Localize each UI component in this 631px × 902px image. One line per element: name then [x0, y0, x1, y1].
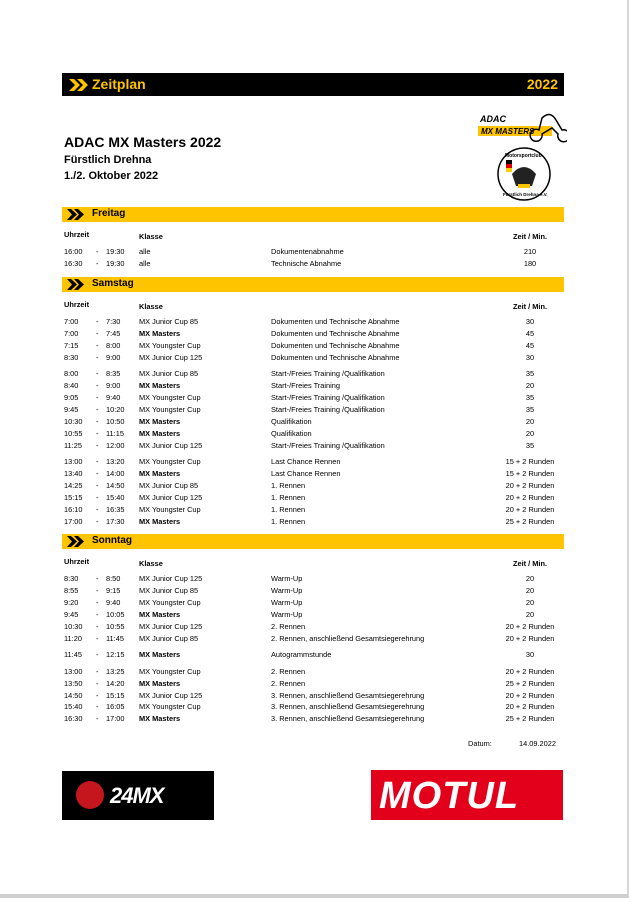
row-duration: 20	[525, 610, 535, 619]
double-chevron-icon	[67, 279, 85, 290]
row-activity: Dokumenten und Technische Abnahme	[271, 341, 400, 350]
row-activity: Dokumenten und Technische Abnahme	[271, 329, 400, 338]
row-duration: 210	[523, 247, 537, 256]
row-class: MX Masters	[139, 329, 181, 338]
row-dash: -	[96, 574, 99, 583]
row-class: MX Junior Cup 85	[139, 369, 199, 378]
row-activity: 1. Rennen	[271, 493, 306, 502]
row-end-time: 14:00	[106, 469, 125, 478]
row-duration: 35	[525, 441, 535, 450]
row-start-time: 8:30	[64, 353, 79, 362]
row-activity: Warm-Up	[271, 610, 303, 619]
row-start-time: 15:40	[64, 702, 83, 711]
row-end-time: 13:20	[106, 457, 125, 466]
day-label: Freitag	[92, 208, 126, 219]
row-end-time: 10:50	[106, 417, 125, 426]
row-dash: -	[96, 622, 99, 631]
row-dash: -	[96, 341, 99, 350]
event-title: ADAC MX Masters 2022	[64, 134, 222, 150]
row-dash: -	[96, 650, 99, 659]
row-duration: 20	[525, 574, 535, 583]
double-chevron-icon	[67, 209, 85, 220]
row-class: MX Junior Cup 125	[139, 353, 203, 362]
row-start-time: 8:40	[64, 381, 79, 390]
adac-mx-masters-logo	[472, 108, 567, 203]
row-duration: 35	[525, 405, 535, 414]
row-class: MX Youngster Cup	[139, 393, 201, 402]
row-dash: -	[96, 667, 99, 676]
row-class: MX Youngster Cup	[139, 702, 201, 711]
row-start-time: 11:25	[64, 441, 82, 450]
row-activity: 1. Rennen	[271, 481, 306, 490]
row-duration: 20 + 2 Runden	[505, 702, 555, 711]
row-end-time: 8:00	[106, 341, 121, 350]
row-end-time: 12:00	[106, 441, 125, 450]
row-end-time: 17:00	[106, 714, 125, 723]
row-activity: Start-/Freies Training /Qualifikation	[271, 405, 385, 414]
row-activity: Warm-Up	[271, 574, 303, 583]
row-duration: 180	[523, 259, 537, 268]
row-dash: -	[96, 369, 99, 378]
row-class: MX Masters	[139, 417, 181, 426]
row-class: alle	[139, 247, 151, 256]
row-start-time: 14:25	[64, 481, 83, 490]
row-activity: Dokumentenabnahme	[271, 247, 344, 256]
row-class: MX Junior Cup 85	[139, 586, 199, 595]
row-start-time: 11:20	[64, 634, 82, 643]
row-dash: -	[96, 598, 99, 607]
row-start-time: 9:05	[64, 393, 79, 402]
row-dash: -	[96, 586, 99, 595]
row-duration: 20	[525, 586, 535, 595]
row-dash: -	[96, 317, 99, 326]
row-activity: Start-/Freies Training /Qualifikation	[271, 369, 385, 378]
row-dash: -	[96, 405, 99, 414]
day-bar-sonntag	[62, 534, 564, 549]
column-header-duration: Zeit / Min.	[512, 302, 548, 311]
row-dash: -	[96, 702, 99, 711]
row-dash: -	[96, 517, 99, 526]
row-class: MX Junior Cup 125	[139, 691, 203, 700]
row-start-time: 9:20	[64, 598, 79, 607]
row-activity: Start-/Freies Training /Qualifikation	[271, 393, 385, 402]
row-start-time: 11:45	[64, 650, 82, 659]
row-duration: 25 + 2 Runden	[505, 517, 555, 526]
row-dash: -	[96, 610, 99, 619]
row-end-time: 7:45	[106, 329, 121, 338]
club-top-text: Motorsportclub	[505, 153, 542, 159]
row-end-time: 14:50	[106, 481, 125, 490]
row-activity: Warm-Up	[271, 586, 303, 595]
row-start-time: 15:15	[64, 493, 83, 502]
row-dash: -	[96, 259, 99, 268]
row-class: MX Masters	[139, 610, 181, 619]
row-duration: 20 + 2 Runden	[505, 634, 555, 643]
row-activity: Last Chance Rennen	[271, 457, 341, 466]
row-start-time: 8:00	[64, 369, 79, 378]
club-bottom-text: Fürstlich Drehna e.V.	[503, 192, 548, 197]
row-duration: 20	[525, 381, 535, 390]
row-activity: Start-/Freies Training	[271, 381, 341, 390]
row-dash: -	[96, 691, 99, 700]
row-start-time: 13:50	[64, 679, 83, 688]
sponsor-left-text: 24MX	[110, 783, 164, 808]
row-dash: -	[96, 247, 99, 256]
row-start-time: 8:55	[64, 586, 79, 595]
row-class: MX Junior Cup 125	[139, 574, 203, 583]
row-end-time: 14:20	[106, 679, 125, 688]
row-class: alle	[139, 259, 151, 268]
row-activity: 3. Rennen, anschließend Gesamtsiegerehrung	[271, 714, 425, 723]
row-start-time: 10:30	[64, 622, 83, 631]
event-date: 1./2. Oktober 2022	[64, 170, 159, 182]
row-activity: 3. Rennen, anschließend Gesamtsiegerehrung	[271, 691, 425, 700]
row-start-time: 16:10	[64, 505, 83, 514]
row-duration: 20	[525, 429, 535, 438]
row-start-time: 8:30	[64, 574, 79, 583]
row-activity: 1. Rennen	[271, 505, 306, 514]
row-duration: 20 + 2 Runden	[505, 667, 555, 676]
row-end-time: 19:30	[106, 259, 125, 268]
row-end-time: 10:05	[106, 610, 125, 619]
datum-label: Datum:	[468, 739, 492, 748]
row-end-time: 11:45	[106, 634, 124, 643]
row-activity: 2. Rennen	[271, 622, 306, 631]
row-dash: -	[96, 481, 99, 490]
row-duration: 20 + 2 Runden	[505, 622, 555, 631]
row-duration: 20	[525, 417, 535, 426]
row-class: MX Junior Cup 125	[139, 622, 203, 631]
row-end-time: 17:30	[106, 517, 125, 526]
row-duration: 20	[525, 598, 535, 607]
row-duration: 45	[525, 341, 535, 350]
row-end-time: 10:55	[106, 622, 125, 631]
row-start-time: 13:00	[64, 457, 83, 466]
column-header-duration: Zeit / Min.	[512, 559, 548, 568]
row-class: MX Masters	[139, 714, 181, 723]
day-label: Samstag	[92, 278, 134, 289]
row-dash: -	[96, 505, 99, 514]
row-duration: 20 + 2 Runden	[505, 493, 555, 502]
day-label: Sonntag	[92, 535, 132, 546]
row-class: MX Junior Cup 125	[139, 441, 203, 450]
logo-line1: ADAC	[480, 114, 506, 124]
row-dash: -	[96, 493, 99, 502]
row-activity: Technische Abnahme	[271, 259, 342, 268]
row-activity: Start-/Freies Training /Qualifikation	[271, 441, 385, 450]
row-activity: 2. Rennen	[271, 667, 306, 676]
row-start-time: 16:00	[64, 247, 83, 256]
sponsor-right-text: MOTUL	[379, 775, 520, 817]
row-class: MX Youngster Cup	[139, 457, 201, 466]
row-dash: -	[96, 634, 99, 643]
row-end-time: 9:15	[106, 586, 121, 595]
row-start-time: 16:30	[64, 714, 83, 723]
row-start-time: 7:00	[64, 329, 79, 338]
row-start-time: 7:15	[64, 341, 79, 350]
row-class: MX Youngster Cup	[139, 505, 201, 514]
column-header-time: Uhrzeit	[64, 230, 90, 239]
row-activity: Last Chance Rennen	[271, 469, 341, 478]
row-end-time: 9:40	[106, 393, 121, 402]
row-end-time: 9:00	[106, 381, 121, 390]
row-end-time: 8:35	[106, 369, 121, 378]
row-end-time: 12:15	[106, 650, 125, 659]
row-duration: 25 + 2 Runden	[505, 714, 555, 723]
row-activity: Qualifikation	[271, 417, 312, 426]
row-class: MX Masters	[139, 679, 181, 688]
row-class: MX Masters	[139, 469, 181, 478]
row-end-time: 15:15	[106, 691, 125, 700]
row-duration: 35	[525, 369, 535, 378]
row-start-time: 16:30	[64, 259, 83, 268]
row-end-time: 13:25	[106, 667, 125, 676]
row-class: MX Masters	[139, 429, 181, 438]
row-start-time: 13:00	[64, 667, 83, 676]
row-end-time: 19:30	[106, 247, 125, 256]
row-end-time: 7:30	[106, 317, 121, 326]
row-activity: 1. Rennen	[271, 517, 306, 526]
row-class: MX Youngster Cup	[139, 341, 201, 350]
column-header-class: Klasse	[139, 302, 163, 311]
double-chevron-icon	[69, 79, 89, 91]
row-dash: -	[96, 381, 99, 390]
row-duration: 20 + 2 Runden	[505, 691, 555, 700]
row-start-time: 9:45	[64, 405, 79, 414]
24mx-emblem-icon	[76, 781, 104, 809]
row-class: MX Masters	[139, 381, 181, 390]
column-header-class: Klasse	[139, 232, 163, 241]
sponsor-24mx-logo	[62, 771, 214, 820]
row-activity: Warm-Up	[271, 598, 303, 607]
row-class: MX Junior Cup 125	[139, 493, 203, 502]
row-activity: Autogrammstunde	[271, 650, 332, 659]
row-start-time: 9:45	[64, 610, 79, 619]
row-start-time: 13:40	[64, 469, 83, 478]
row-class: MX Junior Cup 85	[139, 481, 199, 490]
double-chevron-icon	[67, 536, 85, 547]
row-activity: Dokumenten und Technische Abnahme	[271, 317, 400, 326]
event-venue: Fürstlich Drehna	[64, 154, 152, 166]
row-dash: -	[96, 353, 99, 362]
row-class: MX Masters	[139, 650, 181, 659]
page-title: Zeitplan	[92, 76, 146, 92]
column-header-time: Uhrzeit	[64, 300, 90, 309]
row-duration: 20 + 2 Runden	[505, 505, 555, 514]
header-bar	[62, 73, 564, 96]
row-class: MX Youngster Cup	[139, 598, 201, 607]
row-end-time: 8:50	[106, 574, 121, 583]
row-class: MX Youngster Cup	[139, 405, 201, 414]
page-year: 2022	[526, 76, 558, 92]
row-end-time: 9:40	[106, 598, 121, 607]
row-class: MX Junior Cup 85	[139, 634, 199, 643]
row-end-time: 9:00	[106, 353, 121, 362]
row-duration: 35	[525, 393, 535, 402]
row-start-time: 7:00	[64, 317, 79, 326]
row-duration: 30	[525, 650, 535, 659]
row-duration: 25 + 2 Runden	[505, 679, 555, 688]
row-activity: 2. Rennen	[271, 679, 306, 688]
row-duration: 15 + 2 Runden	[505, 457, 555, 466]
logo-line2: MX MASTERS	[481, 127, 535, 136]
day-bar-freitag	[62, 207, 564, 222]
row-duration: 45	[525, 329, 535, 338]
row-dash: -	[96, 329, 99, 338]
row-activity: 3. Rennen, anschließend Gesamtsiegerehrung	[271, 702, 425, 711]
row-dash: -	[96, 679, 99, 688]
row-class: MX Junior Cup 85	[139, 317, 199, 326]
row-dash: -	[96, 393, 99, 402]
row-start-time: 14:50	[64, 691, 83, 700]
row-duration: 20 + 2 Runden	[505, 481, 555, 490]
row-start-time: 10:30	[64, 417, 83, 426]
row-dash: -	[96, 469, 99, 478]
row-dash: -	[96, 429, 99, 438]
row-duration: 15 + 2 Runden	[505, 469, 555, 478]
row-activity: Qualifikation	[271, 429, 312, 438]
column-header-class: Klasse	[139, 559, 163, 568]
column-header-time: Uhrzeit	[64, 557, 90, 566]
row-duration: 30	[525, 317, 535, 326]
day-bar-samstag	[62, 277, 564, 292]
column-header-duration: Zeit / Min.	[512, 232, 548, 241]
row-dash: -	[96, 441, 99, 450]
row-duration: 30	[525, 353, 535, 362]
row-dash: -	[96, 417, 99, 426]
row-end-time: 16:05	[106, 702, 125, 711]
row-activity: 2. Rennen, anschließend Gesamtsiegerehrung	[271, 634, 425, 643]
row-start-time: 10:55	[64, 429, 83, 438]
row-end-time: 15:40	[106, 493, 125, 502]
datum-value: 14.09.2022	[519, 739, 556, 748]
row-class: MX Masters	[139, 517, 181, 526]
row-dash: -	[96, 457, 99, 466]
row-activity: Dokumenten und Technische Abnahme	[271, 353, 400, 362]
row-end-time: 11:15	[106, 429, 124, 438]
sponsor-motul-logo	[371, 770, 563, 820]
row-class: MX Youngster Cup	[139, 667, 201, 676]
row-dash: -	[96, 714, 99, 723]
row-end-time: 16:35	[106, 505, 125, 514]
row-start-time: 17:00	[64, 517, 83, 526]
row-end-time: 10:20	[106, 405, 125, 414]
